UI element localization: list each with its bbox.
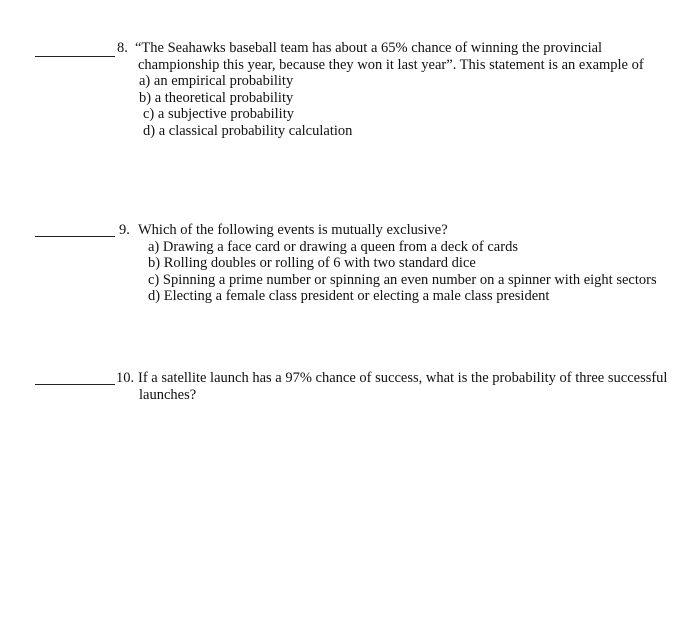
question-number-10: 10. [116,370,135,386]
option-9d [148,288,549,305]
question-stem-9-line-1: Which of the following events is mutually exclusive? [138,222,448,238]
option-text: an empirical probability [153,73,294,89]
option-8d [143,123,352,140]
answer-blank-10[interactable] [35,384,115,385]
option-8b [139,90,293,107]
option-text: Electing a female class president or electing a male class president [163,288,550,304]
option-label: a) [139,73,151,89]
option-label: d) [148,288,161,304]
question-stem-10-line-1: If a satellite launch has a 97% chance of success, what is the probability of three successful [138,370,668,386]
option-label: d) [143,123,156,139]
option-9c [148,272,657,289]
option-label: b) [148,255,161,271]
answer-blank-9[interactable] [35,236,115,237]
option-9a [148,239,518,256]
option-8c [143,106,294,123]
option-9b [148,255,476,272]
question-number-9: 9. [119,222,130,238]
option-label: c) [143,106,155,122]
question-stem-8-line-1: “The Seahawks baseball team has about a 65% chance of winning the provincial [135,40,603,56]
option-text: Drawing a face card or drawing a queen from a deck of cards [162,239,518,255]
option-label: a) [148,239,160,255]
option-8a [139,73,293,90]
answer-blank-8[interactable] [35,56,115,57]
option-label: c) [148,272,160,288]
option-text: a classical probability calculation [158,123,353,139]
option-label: b) [139,90,152,106]
question-stem-10-line-2: launches? [139,387,197,403]
option-text: Rolling doubles or rolling of 6 with two standard dice [163,255,476,271]
option-text: a subjective probability [157,106,294,122]
question-number-8: 8. [117,40,128,56]
option-text: a theoretical probability [154,90,294,106]
option-text: Spinning a prime number or spinning an even number on a spinner with eight sectors [162,272,657,288]
question-stem-8-line-2: championship this year, because they won it last year”. This statement is an example of [138,57,644,73]
